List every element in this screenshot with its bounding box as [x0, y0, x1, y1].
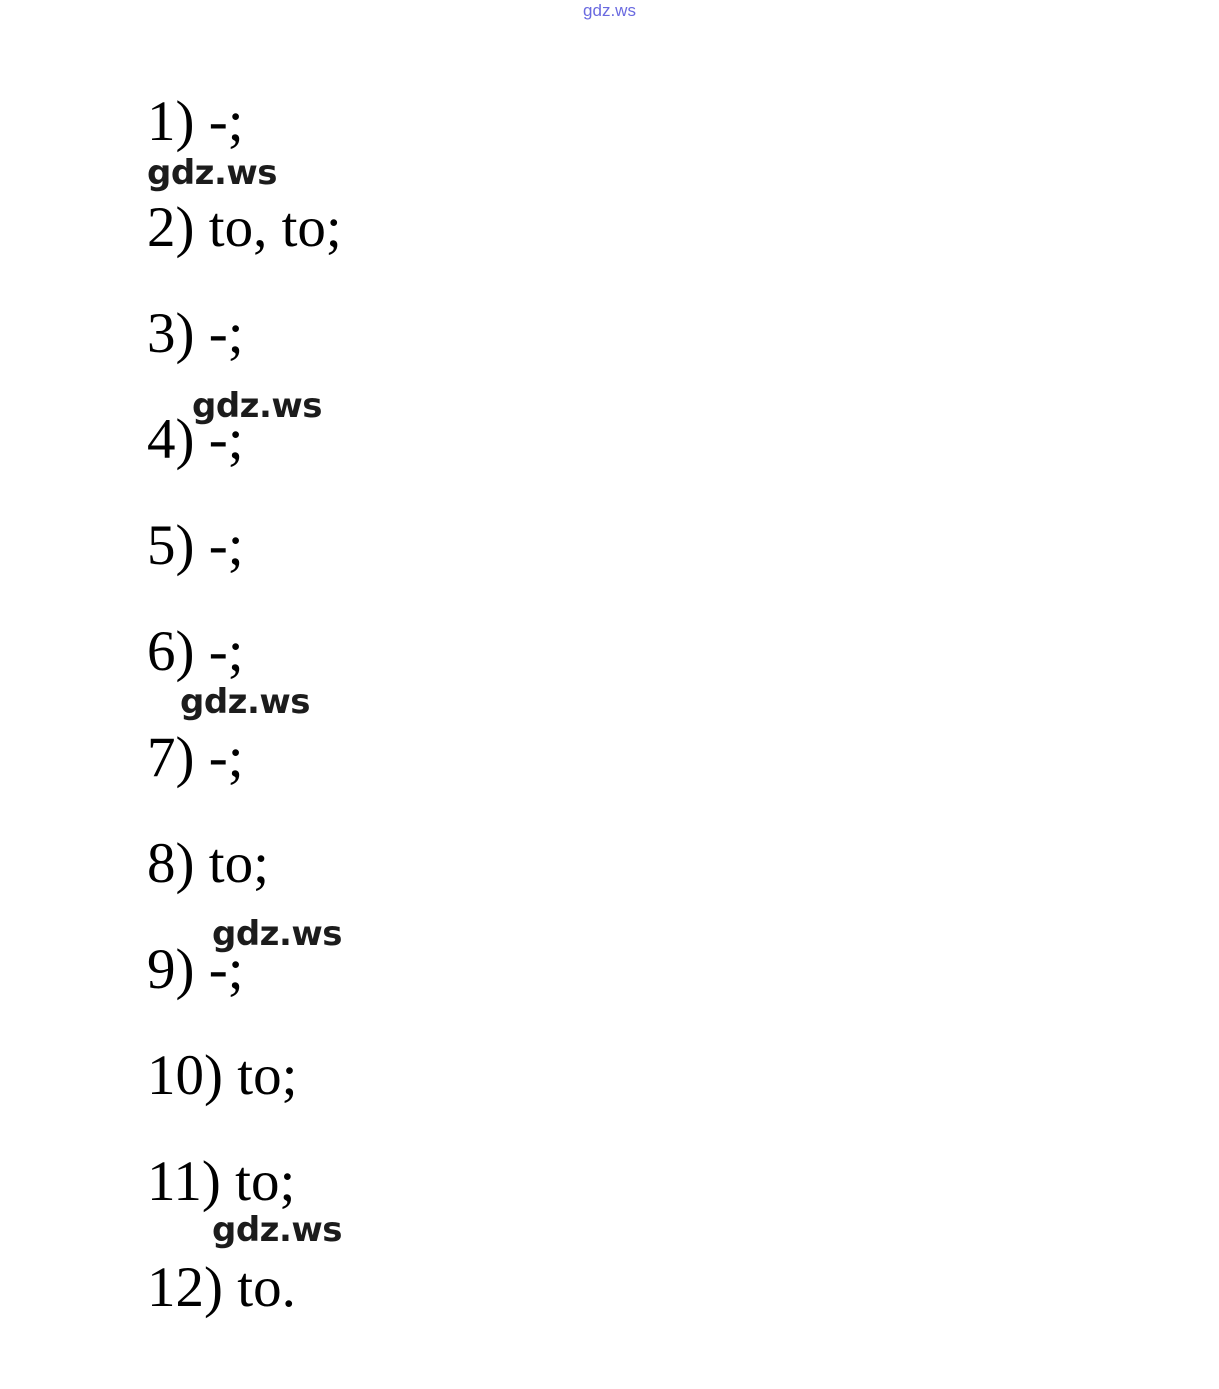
answer-item-12: 12) to.: [147, 1256, 296, 1319]
site-link[interactable]: gdz.ws: [583, 1, 636, 20]
answer-item-11: 11) to;: [147, 1150, 296, 1213]
watermark: gdz.ws: [180, 682, 311, 722]
answer-item-7: 7) -;: [147, 726, 244, 789]
answer-item-8: 8) to;: [147, 832, 269, 895]
watermark: gdz.ws: [192, 386, 323, 426]
watermark: gdz.ws: [147, 153, 278, 193]
answer-item-1: 1) -;: [147, 90, 244, 153]
answer-item-2: 2) to, to;: [147, 196, 342, 259]
watermark: gdz.ws: [212, 1210, 343, 1250]
answer-item-3: 3) -;: [147, 302, 244, 365]
answer-item-10: 10) to;: [147, 1044, 298, 1107]
answer-item-9: 9) -;: [147, 938, 244, 1001]
answer-item-6: 6) -;: [147, 620, 244, 683]
watermark: gdz.ws: [212, 914, 343, 954]
answer-item-5: 5) -;: [147, 514, 244, 577]
answer-item-4: 4) -;: [147, 408, 244, 471]
